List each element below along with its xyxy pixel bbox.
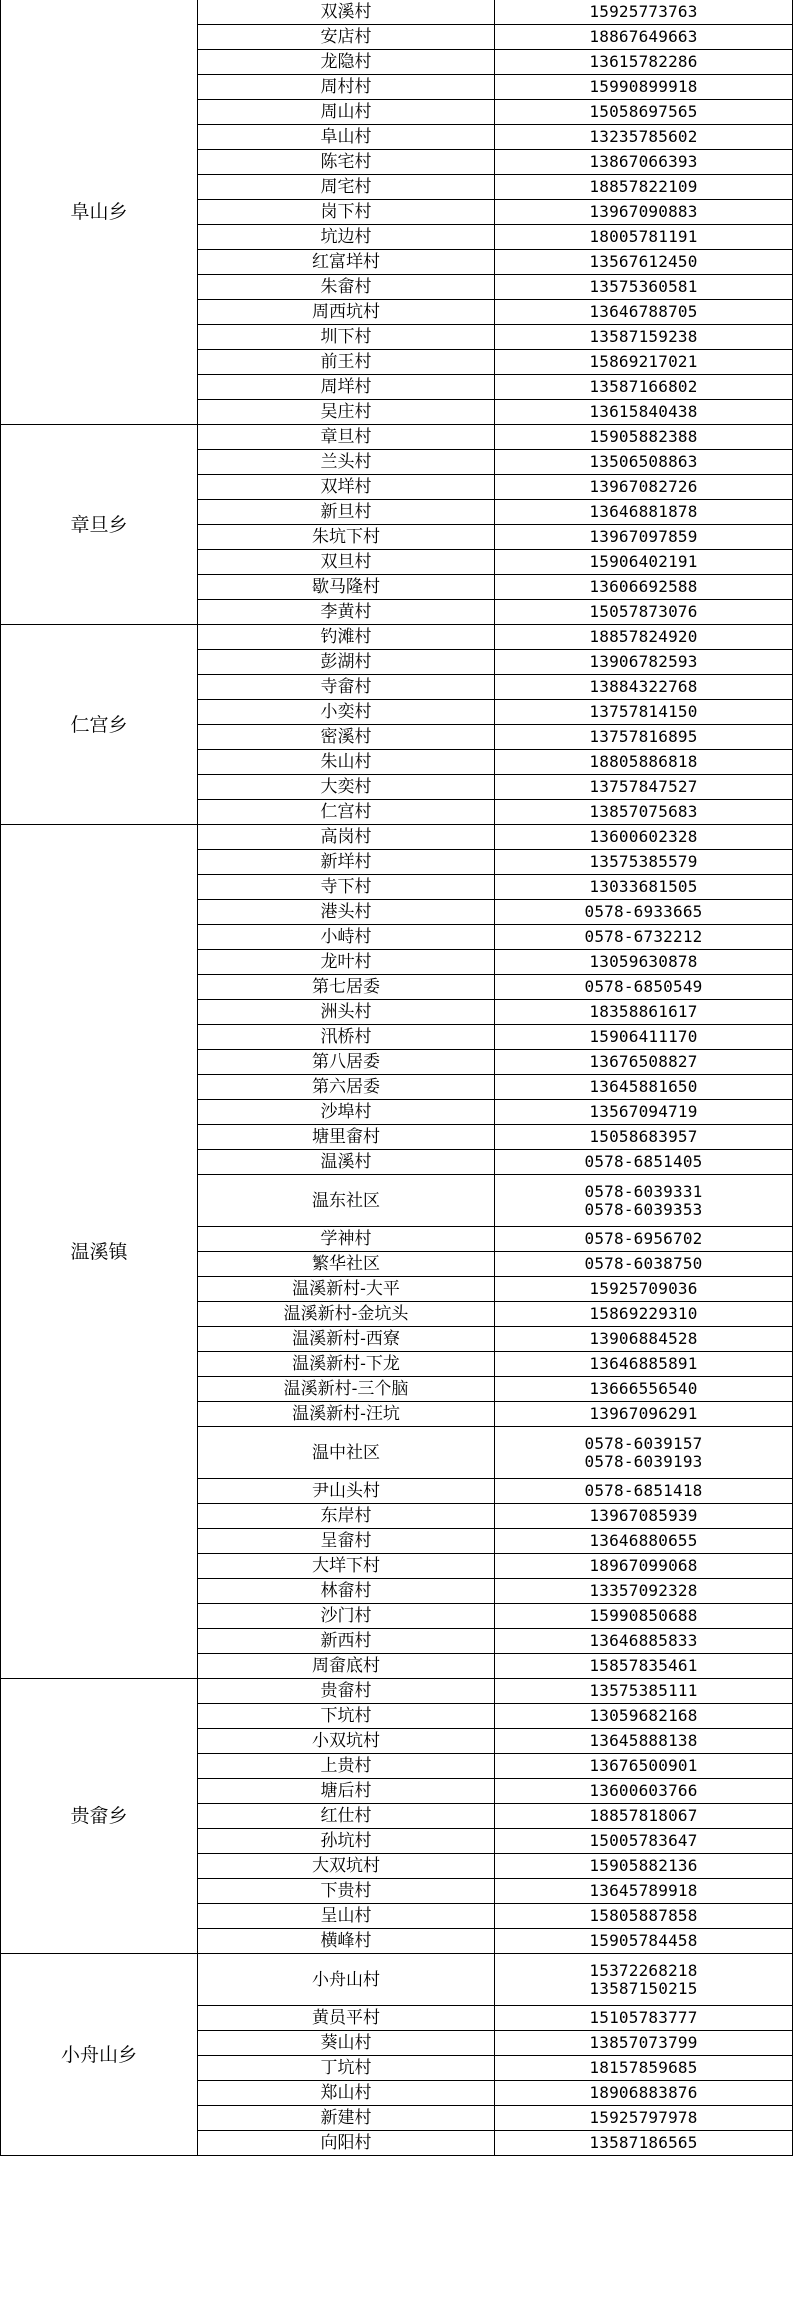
- phone-number: 13967090883: [589, 202, 698, 221]
- phone-cell: [495, 500, 793, 525]
- phone-number: 13606692588: [589, 577, 698, 596]
- phone-cell: [495, 1579, 793, 1604]
- phone-cell: [495, 2131, 793, 2156]
- phone-cell: [495, 150, 793, 175]
- phone-cell: [495, 275, 793, 300]
- phone-number: 15105783777: [589, 2008, 698, 2027]
- village-name-cell: 呈山村: [198, 1904, 495, 1929]
- phone-number: 18857818067: [589, 1806, 698, 1825]
- village-name-cell: 向阳村: [198, 2131, 495, 2156]
- phone-cell: [495, 250, 793, 275]
- table-row: [1, 0, 793, 25]
- phone-number: 13033681505: [589, 877, 698, 896]
- village-name-cell: 东岸村: [198, 1504, 495, 1529]
- village-name-cell: 大垟下村: [198, 1554, 495, 1579]
- village-name-cell: 林畲村: [198, 1579, 495, 1604]
- phone-number: 13757847527: [589, 777, 698, 796]
- village-name-cell: 彭湖村: [198, 650, 495, 675]
- village-name-cell: 尹山头村: [198, 1479, 495, 1504]
- phone-number: 18967099068: [589, 1556, 698, 1575]
- phone-number: 0578-6039331: [584, 1181, 703, 1201]
- village-name-cell: 圳下村: [198, 325, 495, 350]
- phone-cell: [495, 700, 793, 725]
- phone-number: 13615782286: [589, 52, 698, 71]
- phone-number: 18857822109: [589, 177, 698, 196]
- phone-cell: [495, 975, 793, 1000]
- phone-number: 18906883876: [589, 2083, 698, 2102]
- phone-number: 15905882388: [589, 427, 698, 446]
- village-name-cell: 朱畲村: [198, 275, 495, 300]
- phone-cell: [495, 1754, 793, 1779]
- village-name-cell: 汛桥村: [198, 1025, 495, 1050]
- phone-number: 13857073799: [589, 2033, 698, 2052]
- village-name-cell: 下贵村: [198, 1879, 495, 1904]
- phone-cell: [495, 325, 793, 350]
- phone-cell: [495, 1302, 793, 1327]
- village-name-cell: 章旦村: [198, 425, 495, 450]
- phone-number: 13615840438: [589, 402, 698, 421]
- phone-cell: [495, 125, 793, 150]
- phone-cell: [495, 50, 793, 75]
- village-name-cell: 周村村: [198, 75, 495, 100]
- village-name-cell: 沙埠村: [198, 1100, 495, 1125]
- village-name-cell: 上贵村: [198, 1754, 495, 1779]
- phone-cell: [495, 175, 793, 200]
- phone-number: 13587150215: [589, 1978, 698, 1998]
- phone-cell: [495, 1227, 793, 1252]
- phone-number: 15905882136: [589, 1856, 698, 1875]
- village-name-cell: 陈宅村: [198, 150, 495, 175]
- phone-cell: [495, 2081, 793, 2106]
- phone-number: 13757814150: [589, 702, 698, 721]
- phone-number: 13645789918: [589, 1881, 698, 1900]
- village-name-cell: 温溪新村-汪坑: [198, 1402, 495, 1427]
- village-name-cell: 密溪村: [198, 725, 495, 750]
- phone-number: 15057873076: [589, 602, 698, 621]
- phone-cell: [495, 1929, 793, 1954]
- table-row: [1, 1954, 793, 2006]
- phone-cell: [495, 875, 793, 900]
- village-name-cell: 葵山村: [198, 2031, 495, 2056]
- phone-cell: [495, 375, 793, 400]
- phone-number: 13967082726: [589, 477, 698, 496]
- phone-number: 15990850688: [589, 1606, 698, 1625]
- phone-cell: [495, 1125, 793, 1150]
- phone-number: 0578-6039193: [584, 1451, 703, 1471]
- phone-number: 0578-6850549: [584, 977, 703, 996]
- phone-cell: [495, 425, 793, 450]
- village-name-cell: 仁宫村: [198, 800, 495, 825]
- phone-cell: [495, 900, 793, 925]
- village-name-cell: 坑边村: [198, 225, 495, 250]
- phone-cell: [495, 600, 793, 625]
- phone-cell: [495, 1804, 793, 1829]
- phone-cell: [495, 225, 793, 250]
- village-name-cell: 黄员平村: [198, 2006, 495, 2031]
- phone-cell: [495, 1252, 793, 1277]
- village-name-cell: 新西村: [198, 1629, 495, 1654]
- village-name-cell: 寺下村: [198, 875, 495, 900]
- village-name-cell: 学神村: [198, 1227, 495, 1252]
- village-name-cell: 李黄村: [198, 600, 495, 625]
- phone-number: 13600603766: [589, 1781, 698, 1800]
- phone-cell: [495, 1604, 793, 1629]
- phone-number: 18157859685: [589, 2058, 698, 2077]
- village-name-cell: 钓滩村: [198, 625, 495, 650]
- village-name-cell: 新旦村: [198, 500, 495, 525]
- phone-number: 0578-6732212: [584, 927, 703, 946]
- phone-number: 13906782593: [589, 652, 698, 671]
- village-name-cell: 温溪新村-下龙: [198, 1352, 495, 1377]
- phone-cell: [495, 1704, 793, 1729]
- phone-number: 18867649663: [589, 27, 698, 46]
- phone-cell: [495, 1277, 793, 1302]
- village-name-cell: 前王村: [198, 350, 495, 375]
- phone-cell: [495, 1854, 793, 1879]
- phone-cell: [495, 1954, 793, 2006]
- phone-number: 13645881650: [589, 1077, 698, 1096]
- phone-cell: [495, 1879, 793, 1904]
- phone-number: 0578-6933665: [584, 902, 703, 921]
- phone-number: 15906402191: [589, 552, 698, 571]
- phone-cell: [495, 1402, 793, 1427]
- village-name-cell: 繁华社区: [198, 1252, 495, 1277]
- village-name-cell: 安店村: [198, 25, 495, 50]
- village-name-cell: 双溪村: [198, 0, 495, 25]
- village-name-cell: 孙坑村: [198, 1829, 495, 1854]
- phone-number: 15925709036: [589, 1279, 698, 1298]
- village-name-cell: 第七居委: [198, 975, 495, 1000]
- village-name-cell: 歇马隆村: [198, 575, 495, 600]
- village-name-cell: 港头村: [198, 900, 495, 925]
- phone-number: 13645888138: [589, 1731, 698, 1750]
- phone-cell: [495, 2031, 793, 2056]
- phone-number: 13967096291: [589, 1404, 698, 1423]
- village-name-cell: 大奕村: [198, 775, 495, 800]
- phone-cell: [495, 300, 793, 325]
- phone-number: 15905784458: [589, 1931, 698, 1950]
- phone-number: 13059630878: [589, 952, 698, 971]
- phone-cell: [495, 1377, 793, 1402]
- phone-cell: [495, 75, 793, 100]
- phone-number: 18005781191: [589, 227, 698, 246]
- phone-cell: [495, 650, 793, 675]
- phone-cell: [495, 1679, 793, 1704]
- village-name-cell: 呈畲村: [198, 1529, 495, 1554]
- village-name-cell: 沙门村: [198, 1604, 495, 1629]
- village-name-cell: 塘后村: [198, 1779, 495, 1804]
- village-name-cell: 寺畲村: [198, 675, 495, 700]
- phone-cell: [495, 750, 793, 775]
- village-name-cell: 朱山村: [198, 750, 495, 775]
- phone-number: 13506508863: [589, 452, 698, 471]
- phone-cell: [495, 1629, 793, 1654]
- phone-cell: [495, 950, 793, 975]
- village-name-cell: 温东社区: [198, 1175, 495, 1227]
- village-name-cell: 阜山村: [198, 125, 495, 150]
- township-cell: 章旦乡: [1, 425, 198, 625]
- phone-number: 15906411170: [589, 1027, 698, 1046]
- phone-number: 13587186565: [589, 2133, 698, 2152]
- village-name-cell: 周垟村: [198, 375, 495, 400]
- village-name-cell: 岗下村: [198, 200, 495, 225]
- phone-cell: [495, 1554, 793, 1579]
- village-name-cell: 第六居委: [198, 1075, 495, 1100]
- village-name-cell: 红仕村: [198, 1804, 495, 1829]
- village-name-cell: 贵畲村: [198, 1679, 495, 1704]
- village-name-cell: 双垟村: [198, 475, 495, 500]
- township-cell: 温溪镇: [1, 825, 198, 1679]
- phone-cell: [495, 1829, 793, 1854]
- phone-cell: [495, 1175, 793, 1227]
- phone-number: 15857835461: [589, 1656, 698, 1675]
- phone-cell: [495, 200, 793, 225]
- phone-cell: [495, 350, 793, 375]
- phone-number: 13235785602: [589, 127, 698, 146]
- phone-number: 15805887858: [589, 1906, 698, 1925]
- phone-number: 13666556540: [589, 1379, 698, 1398]
- village-name-cell: 横峰村: [198, 1929, 495, 1954]
- phone-cell: [495, 25, 793, 50]
- phone-number: 13646880655: [589, 1531, 698, 1550]
- phone-number: 13567094719: [589, 1102, 698, 1121]
- village-name-cell: 高岗村: [198, 825, 495, 850]
- phone-number: 13567612450: [589, 252, 698, 271]
- phone-number: 13967097859: [589, 527, 698, 546]
- phone-cell: [495, 625, 793, 650]
- village-name-cell: 温溪新村-三个脑: [198, 1377, 495, 1402]
- phone-cell: [495, 1504, 793, 1529]
- phone-cell: [495, 850, 793, 875]
- village-name-cell: 周畲底村: [198, 1654, 495, 1679]
- phone-number: 0578-6038750: [584, 1254, 703, 1273]
- township-cell: 阜山乡: [1, 0, 198, 425]
- village-name-cell: 周山村: [198, 100, 495, 125]
- phone-cell: [495, 725, 793, 750]
- phone-cell: [495, 1327, 793, 1352]
- phone-cell: [495, 1075, 793, 1100]
- village-name-cell: 温溪新村-大平: [198, 1277, 495, 1302]
- phone-number: 15925773763: [589, 2, 698, 21]
- village-name-cell: 周西坑村: [198, 300, 495, 325]
- phone-cell: [495, 450, 793, 475]
- phone-cell: [495, 1529, 793, 1554]
- village-name-cell: 郑山村: [198, 2081, 495, 2106]
- phone-number: 13646885891: [589, 1354, 698, 1373]
- village-name-cell: 塘里畲村: [198, 1125, 495, 1150]
- phone-number: 13575385579: [589, 852, 698, 871]
- phone-cell: [495, 775, 793, 800]
- phone-number: 13600602328: [589, 827, 698, 846]
- phone-number: 13646881878: [589, 502, 698, 521]
- phone-cell: [495, 2106, 793, 2131]
- phone-number: 15005783647: [589, 1831, 698, 1850]
- table-row: [1, 1679, 793, 1704]
- phone-number: 13676500901: [589, 1756, 698, 1775]
- phone-number: 15869217021: [589, 352, 698, 371]
- phone-number: 13587166802: [589, 377, 698, 396]
- village-name-cell: 新建村: [198, 2106, 495, 2131]
- phone-cell: [495, 525, 793, 550]
- phone-cell: [495, 1729, 793, 1754]
- table-body: [1, 0, 793, 2156]
- phone-number: 15869229310: [589, 1304, 698, 1323]
- village-name-cell: 双旦村: [198, 550, 495, 575]
- phone-cell: [495, 1904, 793, 1929]
- village-name-cell: 第八居委: [198, 1050, 495, 1075]
- phone-cell: [495, 1025, 793, 1050]
- phone-cell: [495, 1352, 793, 1377]
- phone-number: 13857075683: [589, 802, 698, 821]
- village-name-cell: 吴庄村: [198, 400, 495, 425]
- phone-cell: [495, 1479, 793, 1504]
- table-row: [1, 625, 793, 650]
- phone-cell: [495, 0, 793, 25]
- table-row: [1, 825, 793, 850]
- township-cell: 仁宫乡: [1, 625, 198, 825]
- phone-number: 13676508827: [589, 1052, 698, 1071]
- village-name-cell: 小舟山村: [198, 1954, 495, 2006]
- phone-number: 18358861617: [589, 1002, 698, 1021]
- village-name-cell: 兰头村: [198, 450, 495, 475]
- phone-cell: [495, 550, 793, 575]
- phone-number: 15925797978: [589, 2108, 698, 2127]
- phone-cell: [495, 1427, 793, 1479]
- phone-cell: [495, 2006, 793, 2031]
- village-name-cell: 龙叶村: [198, 950, 495, 975]
- phone-number: 13646885833: [589, 1631, 698, 1650]
- township-cell: 小舟山乡: [1, 1954, 198, 2156]
- phone-number: 13867066393: [589, 152, 698, 171]
- table-row: [1, 425, 793, 450]
- phone-number: 0578-6956702: [584, 1229, 703, 1248]
- phone-cell: [495, 1000, 793, 1025]
- village-name-cell: 温溪村: [198, 1150, 495, 1175]
- phone-cell: [495, 1654, 793, 1679]
- phone-cell: [495, 100, 793, 125]
- phone-cell: [495, 475, 793, 500]
- village-name-cell: 朱坑下村: [198, 525, 495, 550]
- phone-cell: [495, 1100, 793, 1125]
- village-name-cell: 温中社区: [198, 1427, 495, 1479]
- phone-number: 13757816895: [589, 727, 698, 746]
- phone-number: 15990899918: [589, 77, 698, 96]
- village-name-cell: 小峙村: [198, 925, 495, 950]
- phone-cell: [495, 925, 793, 950]
- phone-cell: [495, 800, 793, 825]
- phone-number: 0578-6851418: [584, 1481, 703, 1500]
- phone-number: 0578-6851405: [584, 1152, 703, 1171]
- phone-number: 13575385111: [589, 1681, 698, 1700]
- village-name-cell: 周宅村: [198, 175, 495, 200]
- village-name-cell: 温溪新村-西寮: [198, 1327, 495, 1352]
- village-name-cell: 小奕村: [198, 700, 495, 725]
- phone-number: 13967085939: [589, 1506, 698, 1525]
- phone-cell: [495, 1150, 793, 1175]
- village-name-cell: 小双坑村: [198, 1729, 495, 1754]
- village-name-cell: 丁坑村: [198, 2056, 495, 2081]
- phone-cell: [495, 2056, 793, 2081]
- phone-number: 0578-6039157: [584, 1433, 703, 1453]
- phone-number: 15372268218: [589, 1960, 698, 1980]
- phone-number: 15058697565: [589, 102, 698, 121]
- phone-number: 13575360581: [589, 277, 698, 296]
- village-name-cell: 下坑村: [198, 1704, 495, 1729]
- village-name-cell: 龙隐村: [198, 50, 495, 75]
- phone-number: 13357092328: [589, 1581, 698, 1600]
- phone-cell: [495, 825, 793, 850]
- phone-cell: [495, 400, 793, 425]
- township-cell: 贵畲乡: [1, 1679, 198, 1954]
- phone-number: 13059682168: [589, 1706, 698, 1725]
- village-name-cell: 新垟村: [198, 850, 495, 875]
- phone-number: 18857824920: [589, 627, 698, 646]
- phone-number: 15058683957: [589, 1127, 698, 1146]
- village-name-cell: 温溪新村-金坑头: [198, 1302, 495, 1327]
- phone-number: 18805886818: [589, 752, 698, 771]
- phone-number: 13587159238: [589, 327, 698, 346]
- village-name-cell: 红富垟村: [198, 250, 495, 275]
- phone-cell: [495, 575, 793, 600]
- village-name-cell: 洲头村: [198, 1000, 495, 1025]
- phone-number: 13884322768: [589, 677, 698, 696]
- phone-number: 13646788705: [589, 302, 698, 321]
- village-name-cell: 大双坑村: [198, 1854, 495, 1879]
- phone-cell: [495, 1050, 793, 1075]
- phone-cell: [495, 675, 793, 700]
- phone-cell: [495, 1779, 793, 1804]
- phone-number: 13906884528: [589, 1329, 698, 1348]
- phone-number: 0578-6039353: [584, 1199, 703, 1219]
